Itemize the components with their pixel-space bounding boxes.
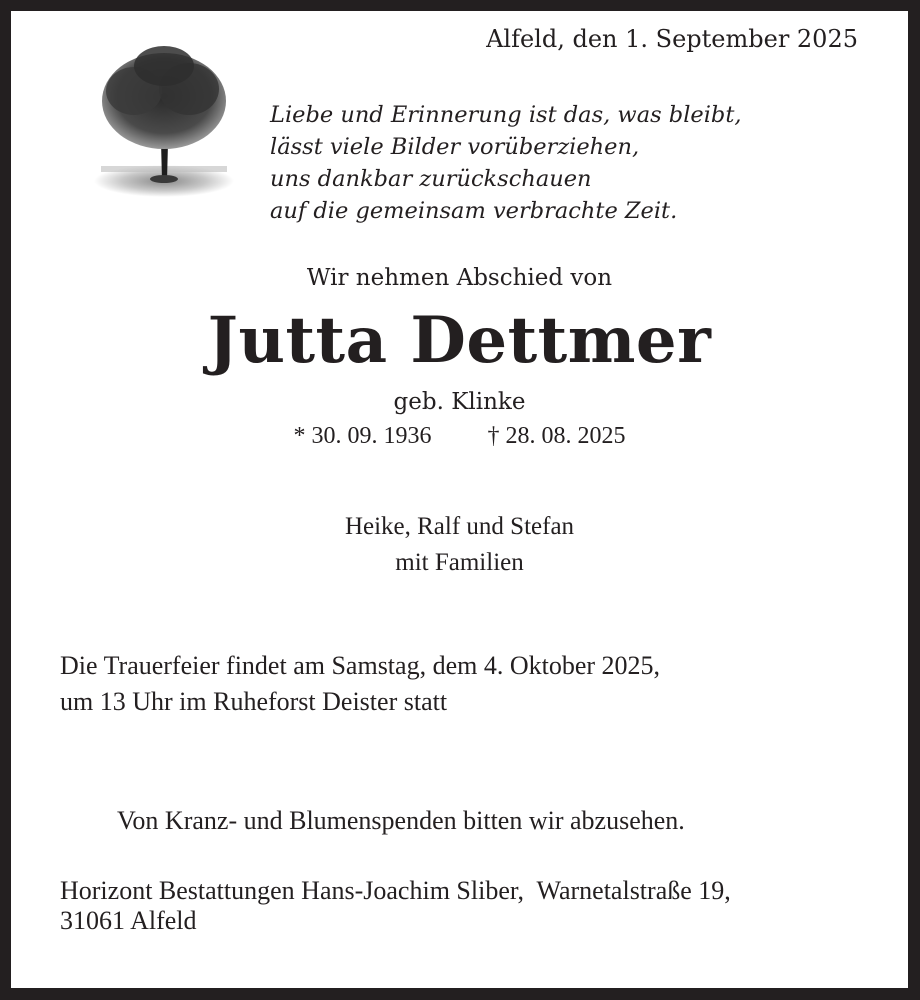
- ceremony-info: [60, 648, 660, 720]
- deceased-name: Jutta Dettmer: [207, 303, 712, 378]
- death-date: † 28. 08. 2025: [487, 423, 626, 449]
- undertaker-info: [60, 876, 731, 936]
- intro-text: Wir nehmen Abschied von: [306, 265, 613, 291]
- poem-line: lässt viele Bilder vorüberziehen,: [270, 134, 640, 160]
- tree-icon: [89, 31, 239, 201]
- ceremony-line: Die Trauerfeier findet am Samstag, dem 4. Oktober 2025,: [60, 651, 661, 680]
- undertaker-line: 31061 Alfeld: [60, 906, 197, 935]
- poem-line: auf die gemeinsam verbrachte Zeit.: [270, 198, 678, 224]
- poem-line: Liebe und Erinnerung ist das, was bleibt,: [270, 102, 742, 128]
- mourners: [11, 509, 908, 581]
- poem: [270, 99, 742, 227]
- mourners-line: Heike, Ralf und Stefan: [344, 513, 575, 540]
- undertaker-line: Horizont Bestattungen Hans-Joachim Sliber, Warnetalstraße 19,: [60, 876, 731, 905]
- poem-line: uns dankbar zurückschauen: [270, 166, 592, 192]
- place-date: Alfeld, den 1. September 2025: [486, 25, 858, 53]
- mourners-line: mit Familien: [395, 549, 524, 576]
- birth-date: * 30. 09. 1936: [293, 423, 432, 449]
- obituary-notice: [11, 11, 908, 988]
- maiden-name: geb. Klinke: [393, 389, 526, 415]
- life-dates: [11, 423, 908, 450]
- flowers-note: Von Kranz- und Blumenspenden bitten wir abzusehen.: [117, 806, 685, 835]
- ceremony-line: um 13 Uhr im Ruheforst Deister statt: [60, 687, 448, 716]
